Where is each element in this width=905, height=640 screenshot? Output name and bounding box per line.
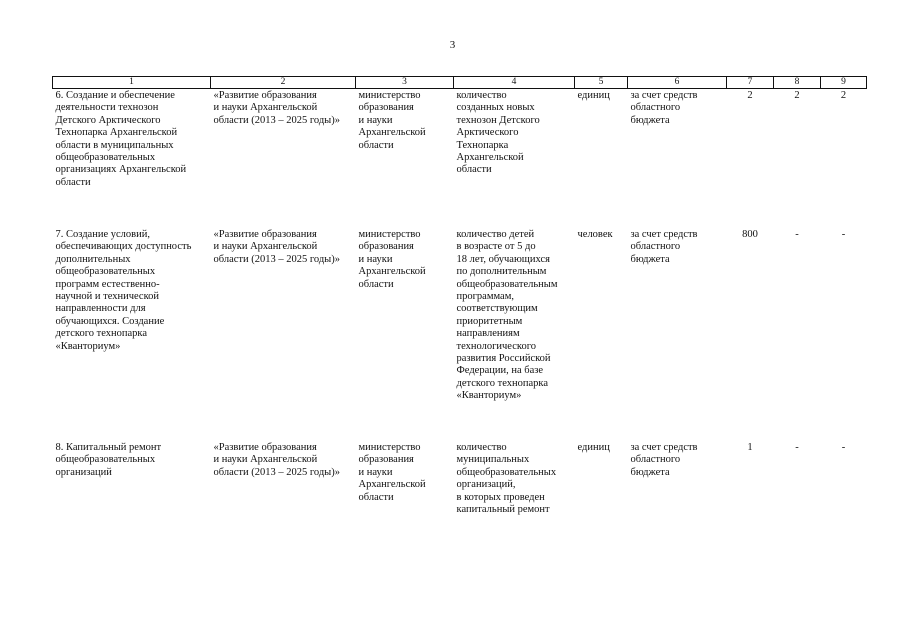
value-cell-col7: 2: [747, 90, 753, 101]
funding-source-cell: за счет средств областного бюджета: [630, 229, 698, 265]
value-cell-col7: 1: [747, 442, 753, 453]
funding-source-cell: за счет средств областного бюджета: [630, 90, 698, 126]
funding-source-cell: за счет средств областного бюджета: [630, 442, 698, 478]
value-cell-col7: 800: [742, 229, 758, 240]
measure-name-cell: 7. Создание условий, обеспечивающих доступность дополнительных общеобразовательных программ естественно- научной и технической направленности для обучающихся. Создание детского технопарка «Кванториум»: [55, 229, 192, 352]
unit-cell: единиц: [577, 90, 610, 101]
value-cell-col9: -: [841, 229, 846, 240]
table-row: [53, 441, 867, 532]
table-header-row: [53, 77, 867, 89]
measure-name-cell: 8. Капитальный ремонт общеобразовательных организаций: [55, 442, 162, 478]
column-number-4: 4: [454, 77, 575, 89]
indicator-name-cell: количество муниципальных общеобразовательных организаций, в которых проведен капитальный ремонт: [456, 442, 557, 516]
value-cell-col9: 2: [840, 90, 847, 101]
unit-cell: единиц: [577, 442, 610, 453]
column-number-8: 8: [774, 77, 821, 89]
value-cell-col8: 2: [794, 90, 800, 101]
unit-cell: человек: [577, 229, 613, 240]
indicator-name-cell: количество созданных новых технозон Детского Арктического Технопарка Архангельской области: [456, 90, 540, 176]
table-row: [53, 228, 867, 441]
column-number-7: 7: [727, 77, 774, 89]
responsible-executor-cell: министерство образования и науки Архангельской области: [358, 90, 426, 151]
column-number-3: 3: [356, 77, 454, 89]
measures-table: [52, 76, 867, 532]
column-number-2: 2: [211, 77, 356, 89]
column-number-6: 6: [628, 77, 727, 89]
page-number: 3: [449, 39, 456, 51]
value-cell-col8: -: [795, 229, 799, 240]
column-number-5: 5: [575, 77, 628, 89]
responsible-executor-cell: министерство образования и науки Архангельской области: [358, 229, 426, 290]
value-cell-col8: -: [795, 442, 799, 453]
program-name-cell: «Развитие образования и науки Архангельской области (2013 – 2025 годы)»: [213, 90, 340, 126]
table-row: [53, 89, 867, 229]
program-name-cell: «Развитие образования и науки Архангельской области (2013 – 2025 годы)»: [213, 229, 340, 265]
program-name-cell: «Развитие образования и науки Архангельской области (2013 – 2025 годы)»: [213, 442, 340, 478]
value-cell-col9: -: [841, 442, 846, 453]
measure-name-cell: 6. Создание и обеспечение деятельности технозон Детского Арктического Технопарка Архангельской области в муниципальных общеобразовательных организациях Архангельской области: [55, 90, 187, 188]
column-number-9: 9: [821, 77, 867, 89]
indicator-name-cell: количество детей в возрасте от 5 до 18 лет, обучающихся по дополнительным общеобразовательным программам, соответствующим приоритетным направлениям технологического развития Российской Федерации, на базе детского технопарка «Кванториум»: [456, 229, 558, 402]
column-number-1: 1: [53, 77, 211, 89]
responsible-executor-cell: министерство образования и науки Архангельской области: [358, 442, 426, 503]
